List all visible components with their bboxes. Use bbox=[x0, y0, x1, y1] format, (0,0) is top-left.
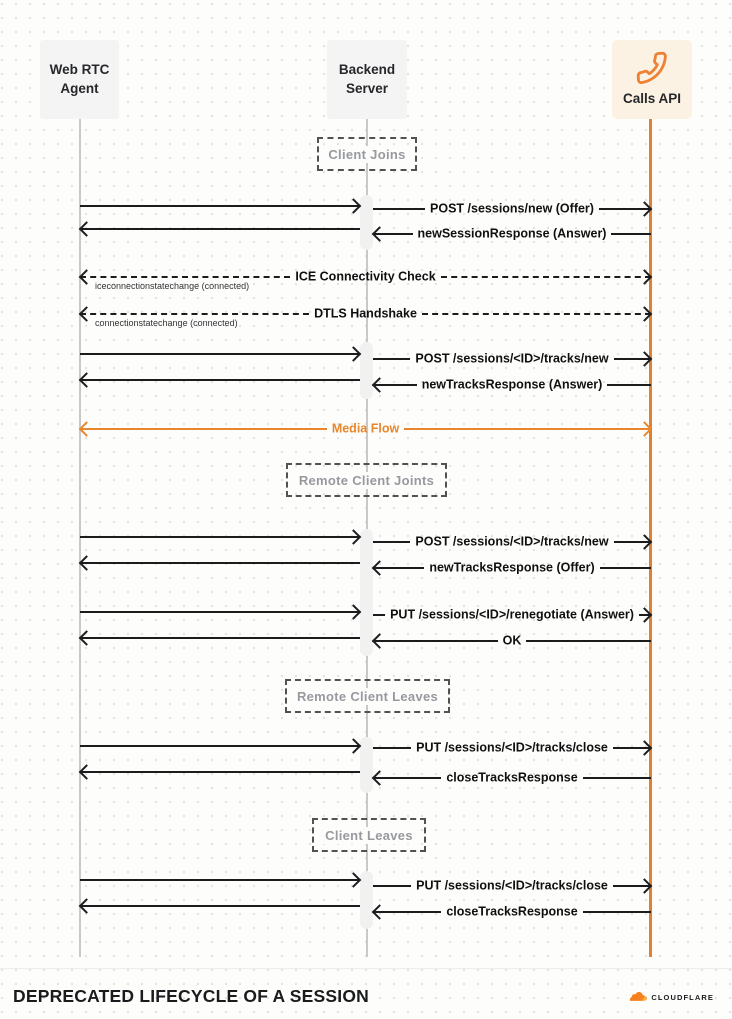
message-label: closeTracksResponse bbox=[446, 770, 578, 785]
message-label: POST /sessions/<ID>/tracks/new bbox=[415, 351, 609, 366]
actor-backend-server bbox=[327, 40, 407, 119]
actor-label: Backend Server bbox=[338, 62, 396, 96]
arrowhead-right-icon bbox=[637, 269, 653, 285]
phase-label: Client Joins bbox=[323, 146, 410, 163]
arrowhead-left-icon bbox=[372, 904, 388, 920]
arrow-callsapi-to-backend bbox=[373, 770, 651, 786]
footer-divider bbox=[0, 968, 732, 969]
arrowhead-right-icon bbox=[637, 878, 653, 894]
arrow-backend-to-callsapi bbox=[373, 534, 651, 550]
message-label: OK bbox=[502, 633, 522, 648]
arrowhead-left-icon bbox=[79, 221, 95, 237]
message-label: PUT /sessions/<ID>/tracks/close bbox=[416, 878, 608, 893]
arrow-callsapi-to-backend bbox=[373, 226, 651, 242]
message-label: closeTracksResponse bbox=[446, 904, 578, 919]
arrow-backend-to-callsapi bbox=[373, 201, 651, 217]
arrow-callsapi-to-backend bbox=[373, 904, 651, 920]
arrowhead-right-icon bbox=[346, 529, 362, 545]
arrow-backend-to-callsapi bbox=[373, 878, 651, 894]
arrowhead-right-icon bbox=[637, 421, 653, 437]
page-title: DEPRECATED LIFECYCLE OF A SESSION bbox=[13, 986, 369, 1006]
phone-icon bbox=[634, 50, 670, 86]
message-label: newTracksResponse (Answer) bbox=[421, 377, 603, 392]
arrow-backend-to-agent bbox=[80, 555, 360, 571]
arrowhead-right-icon bbox=[637, 351, 653, 367]
phase-client-leaves bbox=[312, 818, 426, 852]
message-label: PUT /sessions/<ID>/tracks/close bbox=[416, 740, 608, 755]
arrowhead-right-icon bbox=[637, 306, 653, 322]
arrowhead-left-icon bbox=[372, 560, 388, 576]
cloudflare-cloud-icon bbox=[625, 990, 648, 1003]
arrow-backend-to-agent bbox=[80, 630, 360, 646]
message-label: newTracksResponse (Offer) bbox=[429, 560, 595, 575]
arrowhead-right-icon bbox=[346, 604, 362, 620]
arrow-backend-to-agent bbox=[80, 764, 360, 780]
event-note: connectionstatechange (connected) bbox=[95, 318, 238, 328]
activation-bar bbox=[360, 737, 373, 793]
arrowhead-left-icon bbox=[372, 377, 388, 393]
arrowhead-left-icon bbox=[372, 633, 388, 649]
arrow-agent-to-backend bbox=[80, 346, 360, 362]
arrowhead-right-icon bbox=[637, 201, 653, 217]
arrow-agent-to-backend bbox=[80, 604, 360, 620]
arrowhead-left-icon bbox=[79, 764, 95, 780]
actor-label: Calls API bbox=[622, 90, 682, 106]
arrowhead-right-icon bbox=[346, 872, 362, 888]
span-label: ICE Connectivity Check bbox=[295, 269, 436, 284]
arrow-backend-to-agent bbox=[80, 372, 360, 388]
phase-label: Client Leaves bbox=[320, 827, 418, 844]
arrowhead-left-icon bbox=[79, 630, 95, 646]
actor-webrtc-agent bbox=[40, 40, 119, 119]
arrowhead-right-icon bbox=[346, 198, 362, 214]
arrowhead-right-icon bbox=[637, 740, 653, 756]
arrow-backend-to-callsapi bbox=[373, 351, 651, 367]
arrow-agent-to-backend bbox=[80, 738, 360, 754]
cloudflare-logo bbox=[625, 990, 714, 1003]
arrow-agent-to-backend bbox=[80, 198, 360, 214]
span-label: DTLS Handshake bbox=[314, 306, 417, 321]
arrow-callsapi-to-backend bbox=[373, 377, 651, 393]
actor-label: Web RTC Agent bbox=[49, 62, 110, 96]
message-label: PUT /sessions/<ID>/renegotiate (Answer) bbox=[390, 607, 634, 622]
arrow-backend-to-agent bbox=[80, 898, 360, 914]
arrowhead-right-icon bbox=[637, 607, 653, 623]
arrowhead-left-icon bbox=[372, 226, 388, 242]
arrow-callsapi-to-backend bbox=[373, 633, 651, 649]
arrow-backend-to-callsapi bbox=[373, 607, 651, 623]
actor-calls-api bbox=[612, 40, 692, 119]
message-label: POST /sessions/<ID>/tracks/new bbox=[415, 534, 609, 549]
message-label: newSessionResponse (Answer) bbox=[417, 226, 607, 241]
activation-bar bbox=[360, 871, 373, 929]
activation-bar bbox=[360, 529, 373, 656]
arrowhead-left-icon bbox=[79, 269, 95, 285]
arrowhead-left-icon bbox=[79, 898, 95, 914]
arrow-agent-to-backend bbox=[80, 872, 360, 888]
brand-wordmark: CLOUDFLARE bbox=[651, 993, 714, 1002]
arrow-backend-to-callsapi bbox=[373, 740, 651, 756]
phase-remote-client-joints bbox=[286, 463, 447, 497]
arrowhead-right-icon bbox=[637, 534, 653, 550]
arrow-backend-to-agent bbox=[80, 221, 360, 237]
arrow-agent-to-backend bbox=[80, 529, 360, 545]
phase-client-joins bbox=[317, 137, 417, 171]
arrowhead-left-icon bbox=[79, 372, 95, 388]
arrowhead-left-icon bbox=[79, 555, 95, 571]
arrowhead-left-icon bbox=[79, 421, 95, 437]
arrowhead-right-icon bbox=[346, 738, 362, 754]
activation-bar bbox=[360, 195, 373, 250]
arrowhead-left-icon bbox=[372, 770, 388, 786]
span-label: Media Flow bbox=[331, 421, 400, 436]
phase-label: Remote Client Leaves bbox=[292, 688, 443, 705]
phase-label: Remote Client Joints bbox=[294, 472, 439, 489]
message-label: POST /sessions/new (Offer) bbox=[430, 201, 594, 216]
phase-remote-client-leaves bbox=[285, 679, 450, 713]
arrow-callsapi-to-backend bbox=[373, 560, 651, 576]
span-media-flow bbox=[80, 421, 651, 437]
event-note: iceconnectionstatechange (connected) bbox=[95, 281, 250, 291]
activation-bar bbox=[360, 342, 373, 399]
arrowhead-left-icon bbox=[79, 306, 95, 322]
arrowhead-right-icon bbox=[346, 346, 362, 362]
